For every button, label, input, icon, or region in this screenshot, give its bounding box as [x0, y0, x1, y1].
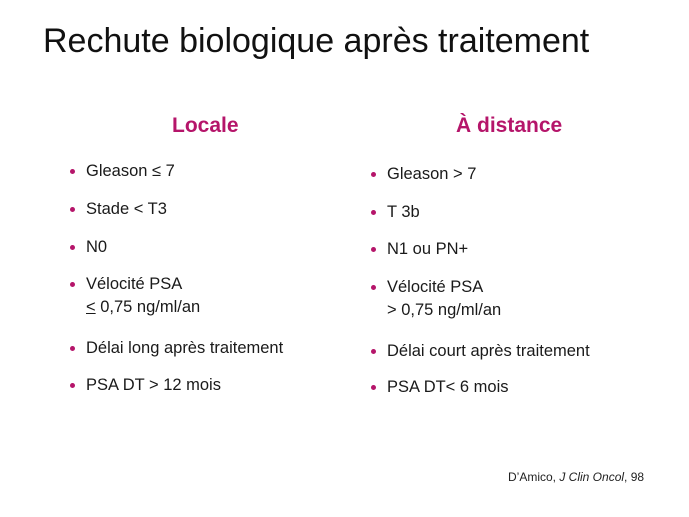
right-list-item — [387, 376, 509, 399]
right-item-text: PSA DT< 6 mois — [387, 378, 509, 396]
bullet-icon — [371, 385, 376, 390]
left-list-item — [86, 160, 175, 183]
left-item-text: Gleason ≤ 7 — [86, 162, 175, 180]
left-item-line2: 0,75 ng/ml/an — [95, 298, 201, 316]
right-item-line2: > 0,75 ng/ml/an — [387, 301, 502, 319]
bullet-icon — [371, 210, 376, 215]
right-item-text: T 3b — [387, 203, 420, 221]
left-list-item — [86, 236, 107, 259]
bullet-icon — [70, 207, 75, 212]
right-item-text: N1 ou PN+ — [387, 240, 469, 258]
left-list-item — [86, 198, 167, 221]
reference-citation — [508, 470, 644, 484]
bullet-icon — [70, 346, 75, 351]
left-item-symbol: < — [86, 298, 96, 316]
right-list-item — [387, 163, 476, 186]
left-list-item — [86, 337, 283, 360]
bullet-icon — [371, 285, 376, 290]
right-list-item — [387, 201, 420, 224]
slide-title: Rechute biologique après traitement — [43, 22, 590, 60]
bullet-icon — [371, 172, 376, 177]
left-item-text: N0 — [86, 238, 108, 256]
reference-journal: J Clin Oncol — [559, 470, 625, 484]
right-list-item — [387, 238, 468, 261]
column-heading-locale: Locale — [172, 114, 239, 137]
right-list-item — [387, 340, 590, 363]
bullet-icon — [70, 245, 75, 250]
bullet-icon — [371, 247, 376, 252]
left-item-text: Stade < T3 — [86, 200, 167, 218]
bullet-icon — [371, 349, 376, 354]
left-item-text: PSA DT > 12 mois — [86, 376, 221, 394]
bullet-icon — [70, 169, 75, 174]
right-list-item — [387, 276, 501, 322]
left-item-text: Délai long après traitement — [86, 339, 284, 357]
left-item-text: Vélocité PSA — [86, 275, 183, 293]
left-list-item — [86, 273, 200, 319]
right-item-text: Gleason > 7 — [387, 165, 477, 183]
bullet-icon — [70, 282, 75, 287]
bullet-icon — [70, 383, 75, 388]
reference-author: D’Amico, — [508, 470, 560, 484]
right-item-text: Vélocité PSA — [387, 278, 484, 296]
column-heading-distance: À distance — [456, 114, 563, 137]
reference-year: , 98 — [624, 470, 645, 484]
right-item-text: Délai court après traitement — [387, 342, 590, 360]
left-list-item — [86, 374, 221, 397]
